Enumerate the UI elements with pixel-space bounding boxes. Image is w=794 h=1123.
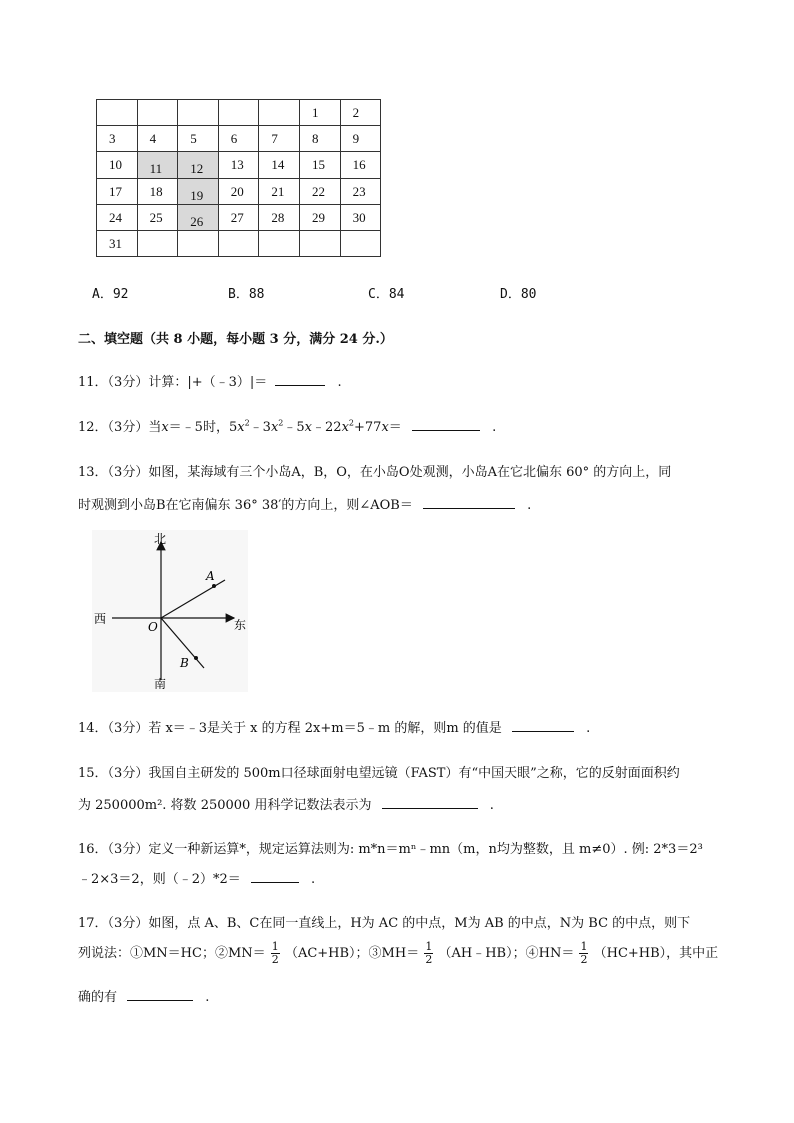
frac-den: 2	[271, 953, 279, 966]
q11-period: .	[337, 375, 342, 390]
calendar-cell	[299, 204, 341, 231]
calendar-day: 26	[190, 213, 204, 229]
q13-line2: 时观测到小岛B在它南偏东 36° 38′的方向上，则∠AOB＝	[78, 498, 413, 513]
label-west: 西	[94, 612, 107, 626]
q17-part-c: （AH﹣HB）；④HN＝	[438, 946, 575, 961]
q13-period: .	[527, 498, 532, 513]
calendar-cell	[137, 230, 179, 257]
q17-line1: 17．（3分）如图，点 A、B、C在同一直线上，H为 AC 的中点，M为 AB 的中点，N为 BC 的中点，则下	[78, 916, 691, 931]
calendar-cell	[340, 178, 382, 205]
q12-blank[interactable]	[412, 418, 480, 431]
calendar-day: 18	[149, 183, 163, 199]
calendar-cell	[96, 230, 138, 257]
calendar-cell	[340, 151, 382, 178]
question-11	[78, 371, 342, 390]
label-o: O	[148, 620, 158, 634]
q16-period: .	[311, 872, 316, 887]
calendar-day: 6	[230, 131, 238, 147]
calendar-cell	[96, 178, 138, 205]
calendar-cell	[137, 99, 179, 126]
calendar-day: 25	[149, 209, 163, 225]
calendar-cell	[299, 99, 341, 126]
q17-line3: 确的有	[78, 990, 118, 1005]
calendar-day: 23	[352, 183, 366, 199]
calendar-cell	[258, 204, 300, 231]
calendar-cell	[177, 99, 219, 126]
calendar-day: 13	[230, 157, 244, 173]
q12-eq: ＝﹣5时，5	[168, 420, 238, 435]
calendar-grid	[96, 99, 380, 256]
option-a: A．92	[92, 287, 129, 302]
q17-part-d: （HC+HB），其中正	[593, 946, 719, 961]
calendar-day: 29	[312, 209, 325, 225]
calendar-cell	[258, 99, 300, 126]
calendar-day: 30	[352, 209, 366, 225]
question-13-line2	[78, 494, 531, 513]
q17-period: .	[205, 990, 210, 1005]
question-12: 12．（3分）当x＝﹣5时，$5x^2﹣3x^2﹣5x﹣22x^2+77x=$ .	[78, 418, 497, 435]
calendar-cell	[258, 230, 300, 257]
calendar-cell	[340, 230, 382, 257]
calendar-cell	[177, 230, 219, 257]
calendar-day: 17	[109, 183, 122, 199]
frac-den: 2	[425, 953, 433, 966]
q16-line2: ﹣2×3＝2，则（﹣2）*2＝	[78, 872, 241, 887]
calendar-cell	[177, 151, 219, 178]
calendar-cell	[340, 125, 382, 152]
q12-end: ＝	[388, 420, 402, 435]
calendar-cell	[96, 99, 138, 126]
calendar-day: 27	[230, 209, 244, 225]
calendar-day: 24	[109, 209, 122, 225]
calendar-day: 12	[190, 161, 204, 177]
label-a: A	[206, 569, 215, 583]
q13-line1: 13．（3分）如图，某海域有三个小岛A，B，O，在小岛O处观测，小岛A在它北偏东 60° 的方向上，同	[78, 465, 672, 480]
q15-period: .	[489, 798, 494, 813]
calendar-cell	[218, 204, 260, 231]
q14-period: .	[586, 721, 591, 736]
calendar-day: 16	[352, 157, 366, 173]
calendar-cell	[137, 204, 179, 231]
q12-prefix: 12．（3分）当	[78, 420, 162, 435]
question-14	[78, 717, 590, 736]
q13-blank[interactable]	[423, 496, 515, 509]
label-b: B	[180, 656, 189, 670]
q12-x: x	[161, 420, 169, 435]
q17-blank[interactable]	[127, 988, 193, 1001]
calendar-day: 21	[271, 183, 285, 199]
calendar-day: 9	[352, 131, 360, 147]
calendar-cell	[258, 151, 300, 178]
calendar-cell	[218, 99, 260, 126]
calendar-cell	[218, 125, 260, 152]
question-17-line2	[78, 941, 718, 966]
q12-t3: ﹣5	[283, 420, 305, 435]
calendar-day: 2	[352, 105, 360, 120]
direction-svg	[92, 530, 248, 692]
question-17-line3	[78, 986, 209, 1005]
q12-mid: ﹣3	[249, 420, 271, 435]
q12-t5: +7	[354, 420, 374, 435]
calendar-cell	[137, 125, 179, 152]
option-c: C．84	[368, 287, 405, 302]
question-16-line2	[78, 868, 315, 887]
q11-text: 11．（3分）计算：|+（﹣3）|＝	[78, 375, 268, 390]
q16-line1: 16．（3分）定义一种新运算*，规定运算法则为: m*n＝mⁿ﹣mn（m，n均为整数，且 m≠0）. 例: 2*3＝2³	[78, 842, 703, 857]
calendar-day: 4	[149, 131, 157, 147]
calendar-day: 3	[109, 131, 116, 147]
fraction-half-1	[271, 941, 280, 966]
calendar-cell	[137, 178, 179, 205]
q11-blank[interactable]	[275, 373, 325, 386]
calendar-day: 22	[312, 183, 325, 199]
calendar-day: 14	[271, 157, 285, 173]
calendar-day: 19	[190, 187, 204, 203]
q15-line2: 为 250000m². 将数 250000 用科学记数法表示为	[78, 798, 372, 813]
calendar-day: 7	[271, 131, 278, 147]
q15-line1: 15．（3分）我国自主研发的 500m口径球面射电望远镜（FAST）有“中国天眼”之称，它的反射面面积约	[78, 766, 680, 781]
q17-part-a: 列说法：①MN＝HC；②MN＝	[78, 946, 266, 961]
calendar-day: 10	[109, 157, 122, 173]
direction-diagram	[92, 530, 248, 692]
label-south: 南	[154, 677, 167, 691]
q15-blank[interactable]	[382, 796, 478, 809]
calendar-day: 15	[312, 157, 325, 173]
calendar-day: 5	[190, 131, 197, 147]
calendar-cell	[177, 178, 219, 205]
calendar-cell	[96, 204, 138, 231]
fraction-half-2	[424, 941, 433, 966]
calendar-cell	[258, 178, 300, 205]
calendar-day: 11	[149, 161, 163, 177]
calendar-day: 1	[312, 105, 319, 120]
calendar-day: 20	[230, 183, 244, 199]
calendar-cell	[177, 125, 219, 152]
point-a	[212, 584, 216, 588]
q16-blank[interactable]	[251, 870, 299, 883]
calendar-cell	[258, 125, 300, 152]
option-b: B．88	[228, 287, 265, 302]
calendar-cell	[299, 178, 341, 205]
calendar-cell	[218, 178, 260, 205]
calendar-cell	[218, 230, 260, 257]
q14-text: 14．（3分）若 x＝﹣3是关于 x 的方程 2x+m＝5﹣m 的解，则m 的值是	[78, 721, 502, 736]
frac-num: 1	[425, 940, 433, 953]
label-east: 东	[234, 618, 247, 632]
frac-den: 2	[580, 953, 588, 966]
calendar-cell	[96, 125, 138, 152]
option-d: D．80	[500, 287, 537, 302]
calendar-cell	[137, 151, 179, 178]
calendar-cell	[299, 151, 341, 178]
calendar-cell	[340, 99, 382, 126]
calendar-day: 31	[109, 236, 122, 251]
fraction-half-3	[579, 941, 588, 966]
calendar-day: 28	[271, 209, 285, 225]
calendar-cell	[218, 151, 260, 178]
frac-num: 1	[271, 940, 279, 953]
point-b	[194, 656, 198, 660]
section-title: 二、填空题（共 8 小题，每小题 3 分，满分 24 分.）	[78, 332, 393, 347]
calendar-cell	[299, 230, 341, 257]
calendar-cell	[96, 151, 138, 178]
question-15-line2	[78, 794, 494, 813]
label-north: 北	[154, 532, 167, 546]
calendar-cell	[177, 204, 219, 231]
calendar-day: 8	[312, 131, 319, 147]
calendar-cell	[340, 204, 382, 231]
q17-part-b: （AC+HB）；③MH＝	[284, 946, 420, 961]
q12-period: .	[492, 420, 497, 435]
calendar-cell	[299, 125, 341, 152]
q14-blank[interactable]	[512, 719, 574, 732]
q12-t4: ﹣2	[312, 420, 334, 435]
frac-num: 1	[580, 940, 588, 953]
